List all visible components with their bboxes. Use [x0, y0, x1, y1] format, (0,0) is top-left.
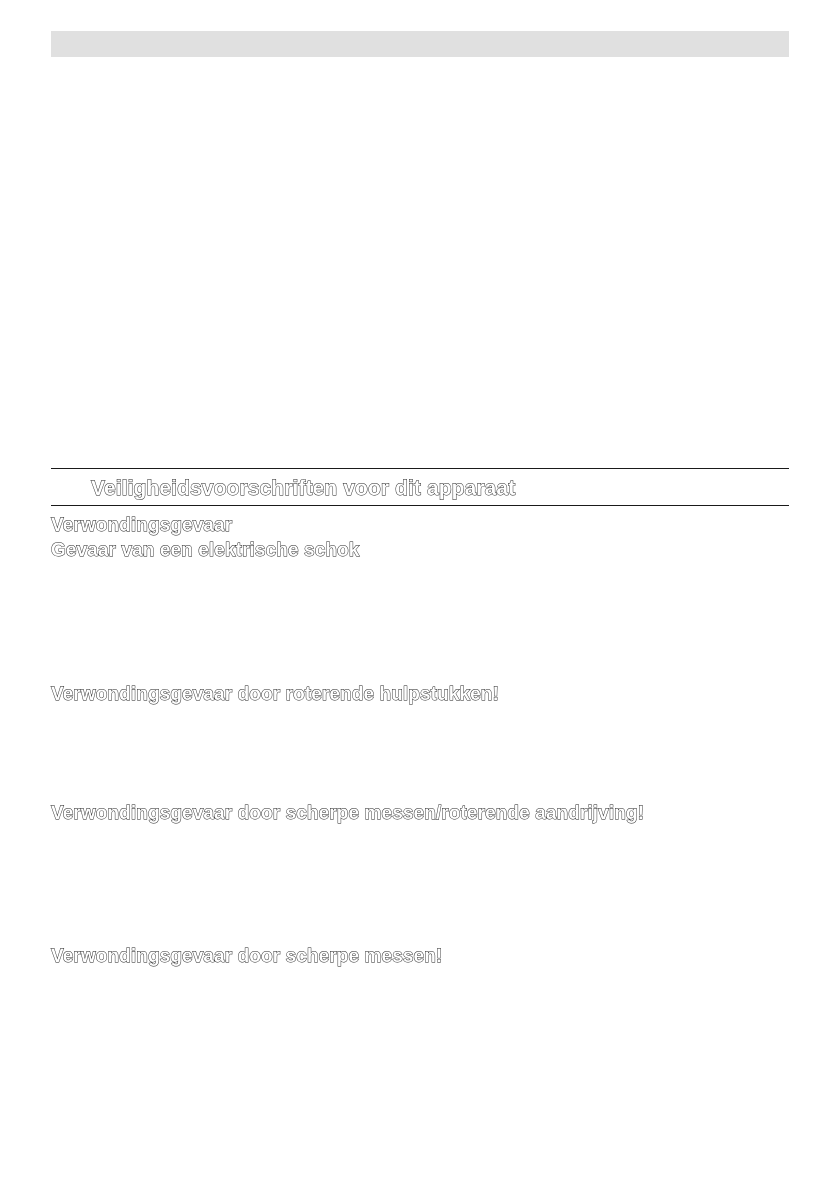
warning-heading-electric-shock: Gevaar van een elektrische schok: [51, 540, 360, 561]
section-title: Veiligheidsvoorschriften voor dit apparaat: [91, 477, 516, 500]
section-header: [51, 468, 789, 506]
warning-heading-sharp-blades: Verwondingsgevaar door scherpe messen!: [51, 946, 443, 967]
warning-heading-sharp-blades-drive: Verwondingsgevaar door scherpe messen/roterende aandrijving!: [51, 803, 645, 824]
warning-heading-rotating-attachments: Verwondingsgevaar door roterende hulpstukken!: [51, 684, 499, 705]
header-bar: [51, 31, 789, 57]
warning-heading-injury: Verwondingsgevaar: [51, 515, 233, 536]
